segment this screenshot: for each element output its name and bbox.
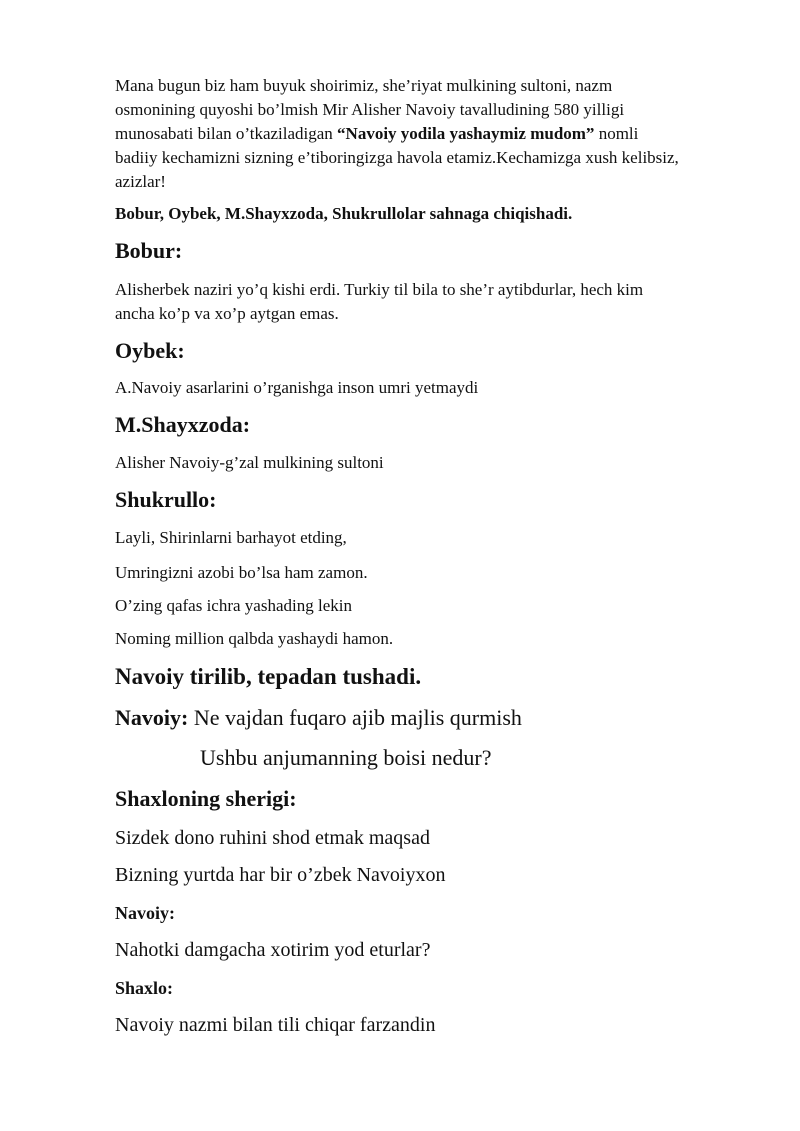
intro-line-4: badiiy kechamizni sizning e’tiboringizga havola etamiz.Kechamizga xush kelibsiz, xyxy=(115,148,679,167)
sherigi-line-2: Bizning yurtda har bir o’zbek Navoiyxon xyxy=(115,864,446,886)
shukrullo-line-4: Noming million qalbda yashaydi hamon. xyxy=(115,629,394,648)
shukrullo-line-1: Layli, Shirinlarni barhayot etding, xyxy=(115,528,347,547)
oybek-line-1: A.Navoiy asarlarini o’rganishga inson umri yetmaydi xyxy=(115,378,479,397)
shayxzoda-line-1: Alisher Navoiy-g’zal mulkining sultoni xyxy=(115,453,384,472)
bobur-line-1: Alisherbek naziri yo’q kishi erdi. Turkiy til bila to she’r aytibdurlar, hech kim xyxy=(115,280,644,299)
speaker-navoiy-2: Navoiy: xyxy=(115,903,175,923)
speaker-navoiy: Navoiy: xyxy=(115,705,189,730)
intro-line-3-start: munosabati bilan o’tkaziladigan xyxy=(115,124,338,143)
intro-line-3-end: nomli xyxy=(594,124,639,143)
speaker-shaxlo: Shaxlo: xyxy=(115,978,174,998)
event-title: “Navoiy yodila yashaymiz mudom” xyxy=(337,124,595,143)
shukrullo-line-2: Umringizni azobi bo’lsa ham zamon. xyxy=(115,563,368,582)
navoiy-line-2: Ushbu anjumanning boisi nedur? xyxy=(200,745,492,770)
shaxlo-line-1: Navoiy nazmi bilan tili chiqar farzandin xyxy=(115,1014,436,1036)
shukrullo-line-3: O’zing qafas ichra yashading lekin xyxy=(115,596,352,615)
stage-direction-1: Bobur, Oybek, M.Shayxzoda, Shukrullolar sahnaga chiqishadi. xyxy=(115,204,573,223)
intro-line-2: osmonining quyoshi bo’lmish Mir Alisher Navoiy tavalludining 580 yilligi xyxy=(115,100,625,119)
speaker-oybek: Oybek: xyxy=(115,338,185,363)
navoiy-speech-1 xyxy=(115,705,522,731)
stage-direction-2: Navoiy tirilib, tepadan tushadi. xyxy=(115,664,422,689)
intro-line-1: Mana bugun biz ham buyuk shoirimiz, she’riyat mulkining sultoni, nazm xyxy=(115,76,613,95)
sherigi-line-1: Sizdek dono ruhini shod etmak maqsad xyxy=(115,827,430,849)
speaker-shukrullo: Shukrullo: xyxy=(115,487,217,512)
bobur-line-2: ancha ko’p va xo’p aytgan emas. xyxy=(115,304,339,323)
speaker-bobur: Bobur: xyxy=(115,238,183,263)
speaker-shaxlo-sherigi: Shaxloning sherigi: xyxy=(115,786,297,811)
intro-line-5: azizlar! xyxy=(115,172,166,191)
intro-line-3 xyxy=(115,124,638,144)
navoiy-line-1: Ne vajdan fuqaro ajib majlis qurmish xyxy=(188,705,522,730)
navoiy2-line-1: Nahotki damgacha xotirim yod eturlar? xyxy=(115,939,431,961)
speaker-shayxzoda: M.Shayxzoda: xyxy=(115,412,251,437)
